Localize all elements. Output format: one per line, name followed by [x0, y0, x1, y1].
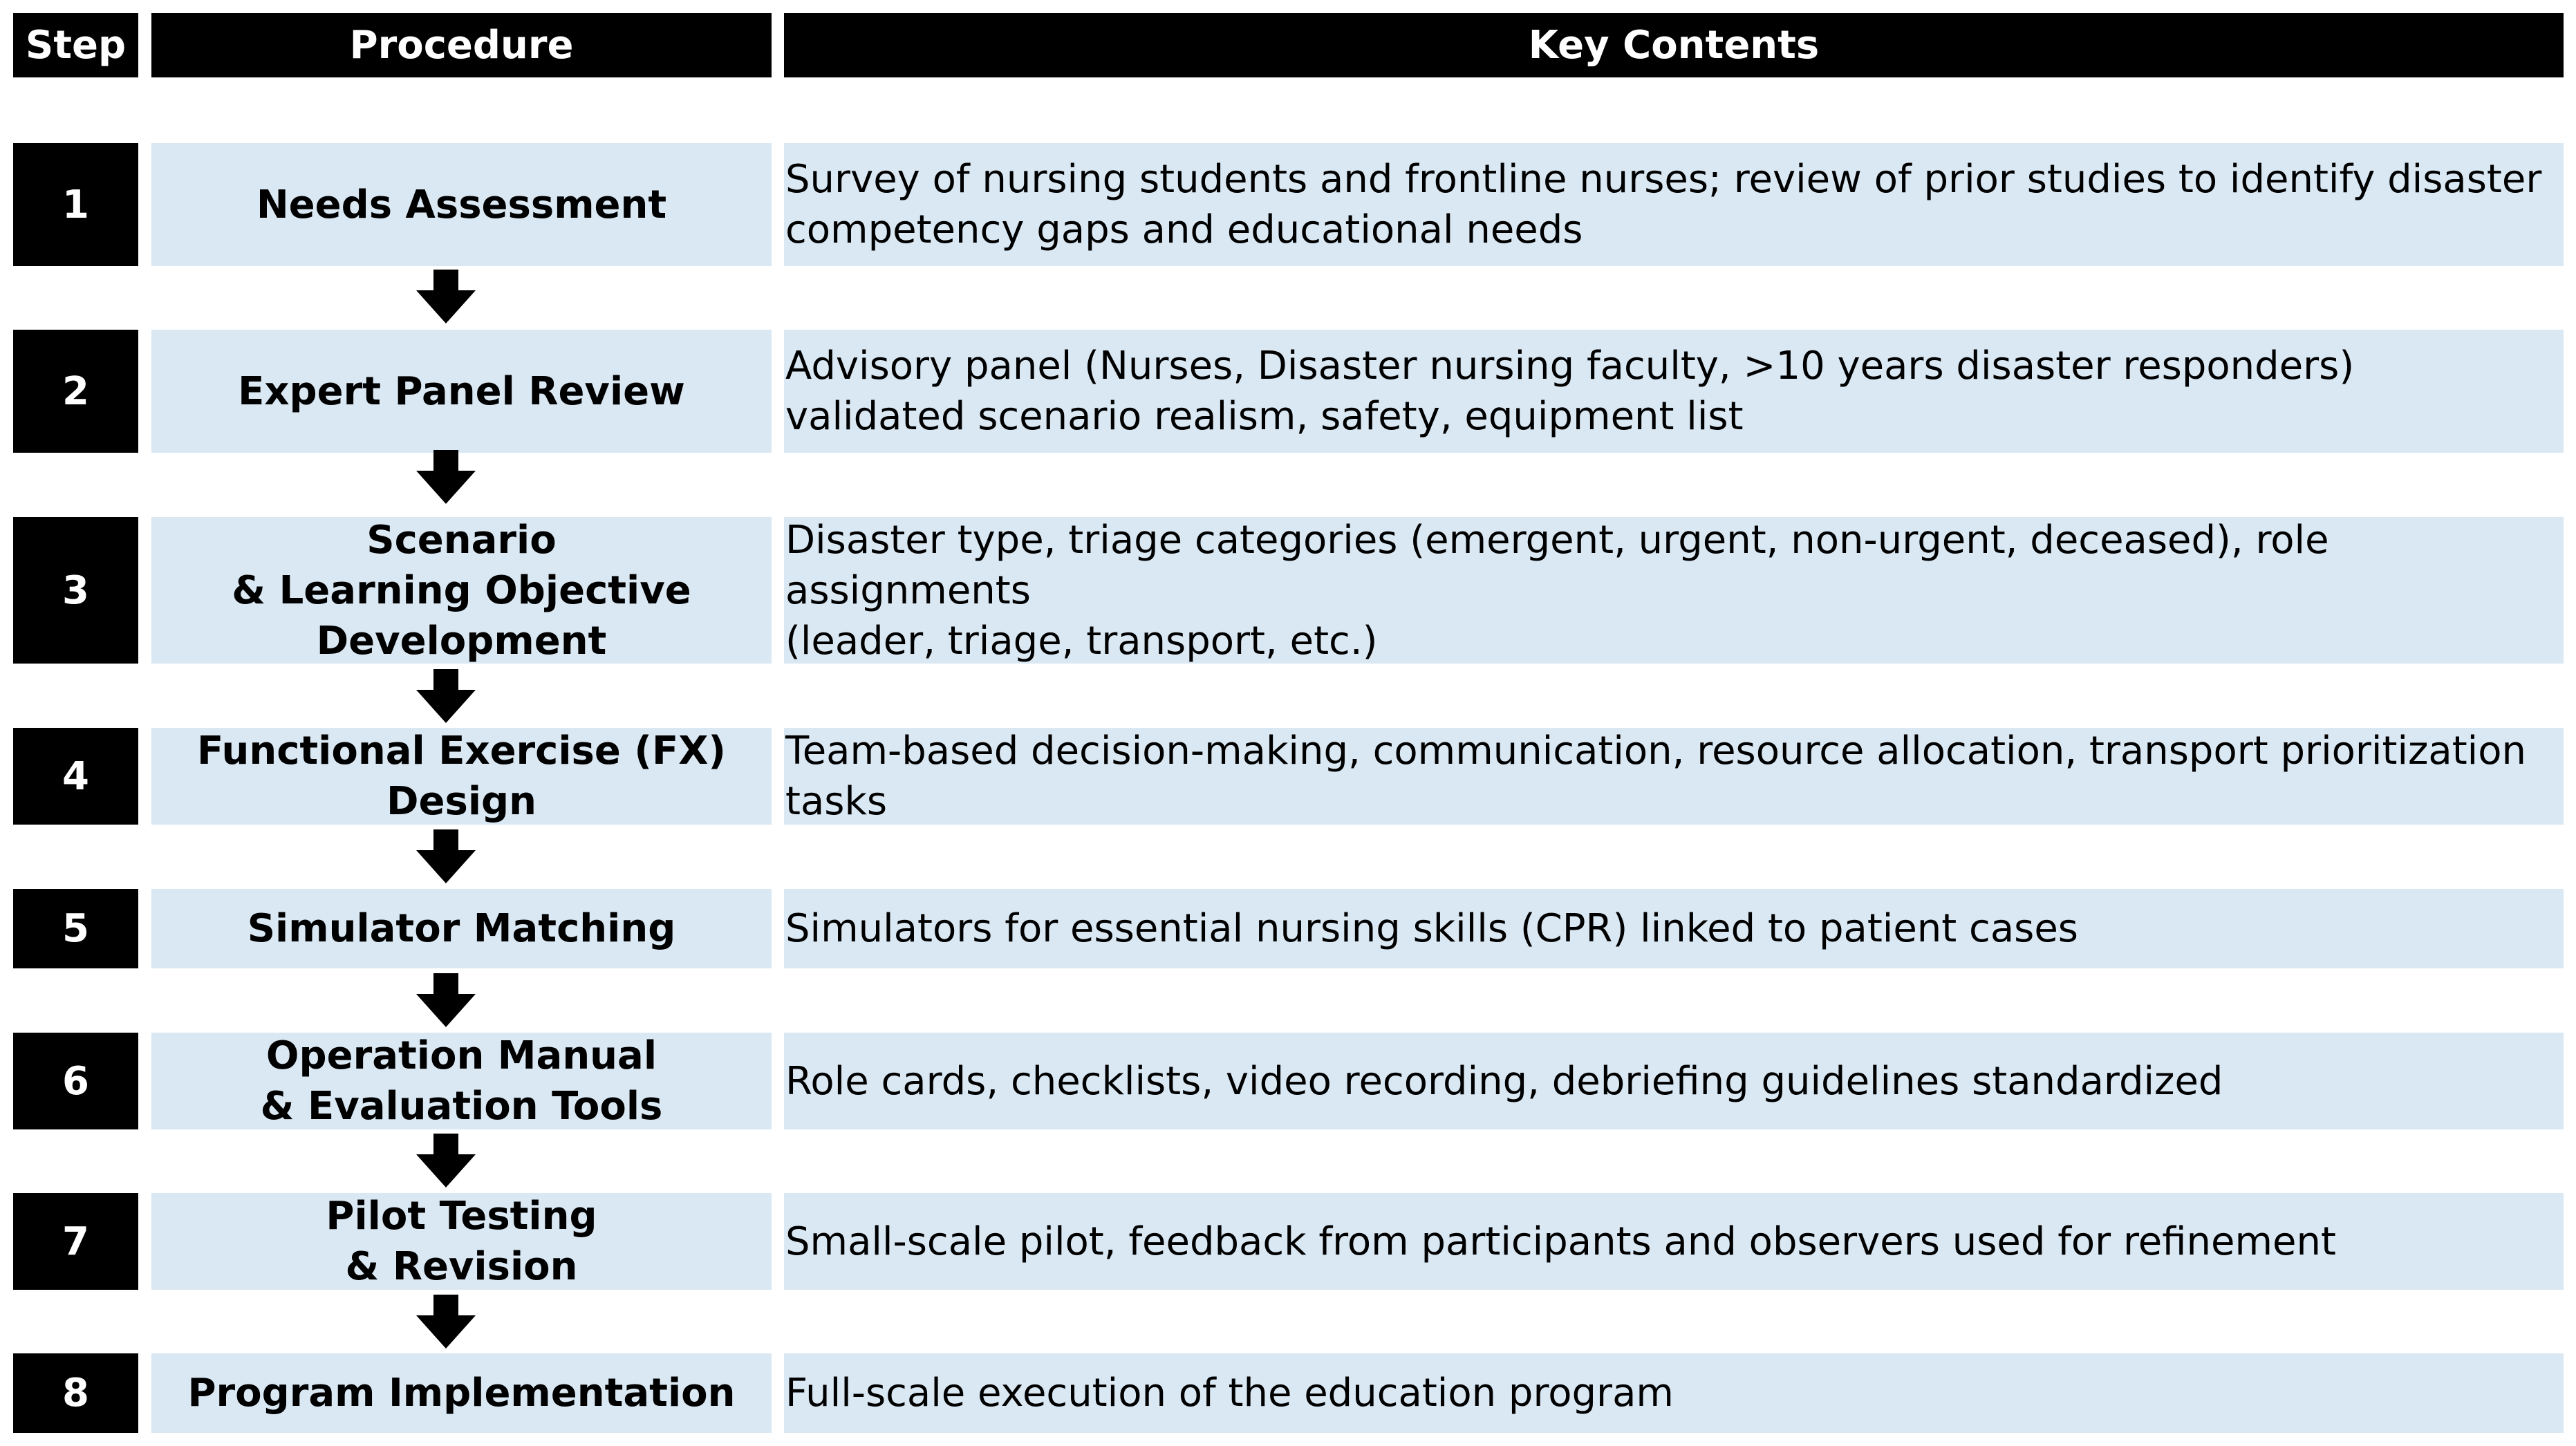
procedure-cell: Scenario & Learning Objective Development: [151, 517, 772, 664]
down-arrow-icon: [415, 450, 477, 505]
key-contents-cell: Simulators for essential nursing skills (CPR) linked to patient cases: [784, 889, 2564, 968]
down-arrow-icon: [415, 1134, 477, 1189]
header-step: Step: [13, 13, 138, 77]
step-number: 4: [13, 728, 138, 825]
key-contents-cell: Disaster type, triage categories (emergent, urgent, non-urgent, deceased), role assignments (leader, triage, transport, etc.): [784, 517, 2564, 664]
header-key-contents: Key Contents: [784, 13, 2564, 77]
procedure-cell: Simulator Matching: [151, 889, 772, 968]
step-number: 1: [13, 143, 138, 266]
down-arrow-icon: [415, 829, 477, 885]
header-procedure: Procedure: [151, 13, 772, 77]
down-arrow-icon: [415, 973, 477, 1029]
down-arrow-icon: [415, 270, 477, 325]
procedure-cell: Expert Panel Review: [151, 330, 772, 453]
key-contents-cell: Team-based decision-making, communication, resource allocation, transport prioritization tasks: [784, 728, 2564, 825]
procedure-cell: Operation Manual & Evaluation Tools: [151, 1033, 772, 1129]
step-number: 8: [13, 1353, 138, 1433]
step-number: 6: [13, 1033, 138, 1129]
key-contents-cell: Advisory panel (Nurses, Disaster nursing faculty, >10 years disaster responders) validated scenario realism, safety, equipment list: [784, 330, 2564, 453]
key-contents-cell: Small-scale pilot, feedback from participants and observers used for refinement: [784, 1193, 2564, 1290]
procedure-cell: Pilot Testing & Revision: [151, 1193, 772, 1290]
procedure-cell: Program Implementation: [151, 1353, 772, 1433]
key-contents-cell: Role cards, checklists, video recording, debriefing guidelines standardized: [784, 1033, 2564, 1129]
key-contents-cell: Survey of nursing students and frontline nurses; review of prior studies to identify disaster competency gaps and educational needs: [784, 143, 2564, 266]
step-number: 2: [13, 330, 138, 453]
procedure-cell: Needs Assessment: [151, 143, 772, 266]
step-number: 5: [13, 889, 138, 968]
down-arrow-icon: [415, 1295, 477, 1350]
key-contents-cell: Full-scale execution of the education program: [784, 1353, 2564, 1433]
down-arrow-icon: [415, 669, 477, 724]
procedure-cell: Functional Exercise (FX) Design: [151, 728, 772, 825]
step-number: 7: [13, 1193, 138, 1290]
step-number: 3: [13, 517, 138, 664]
